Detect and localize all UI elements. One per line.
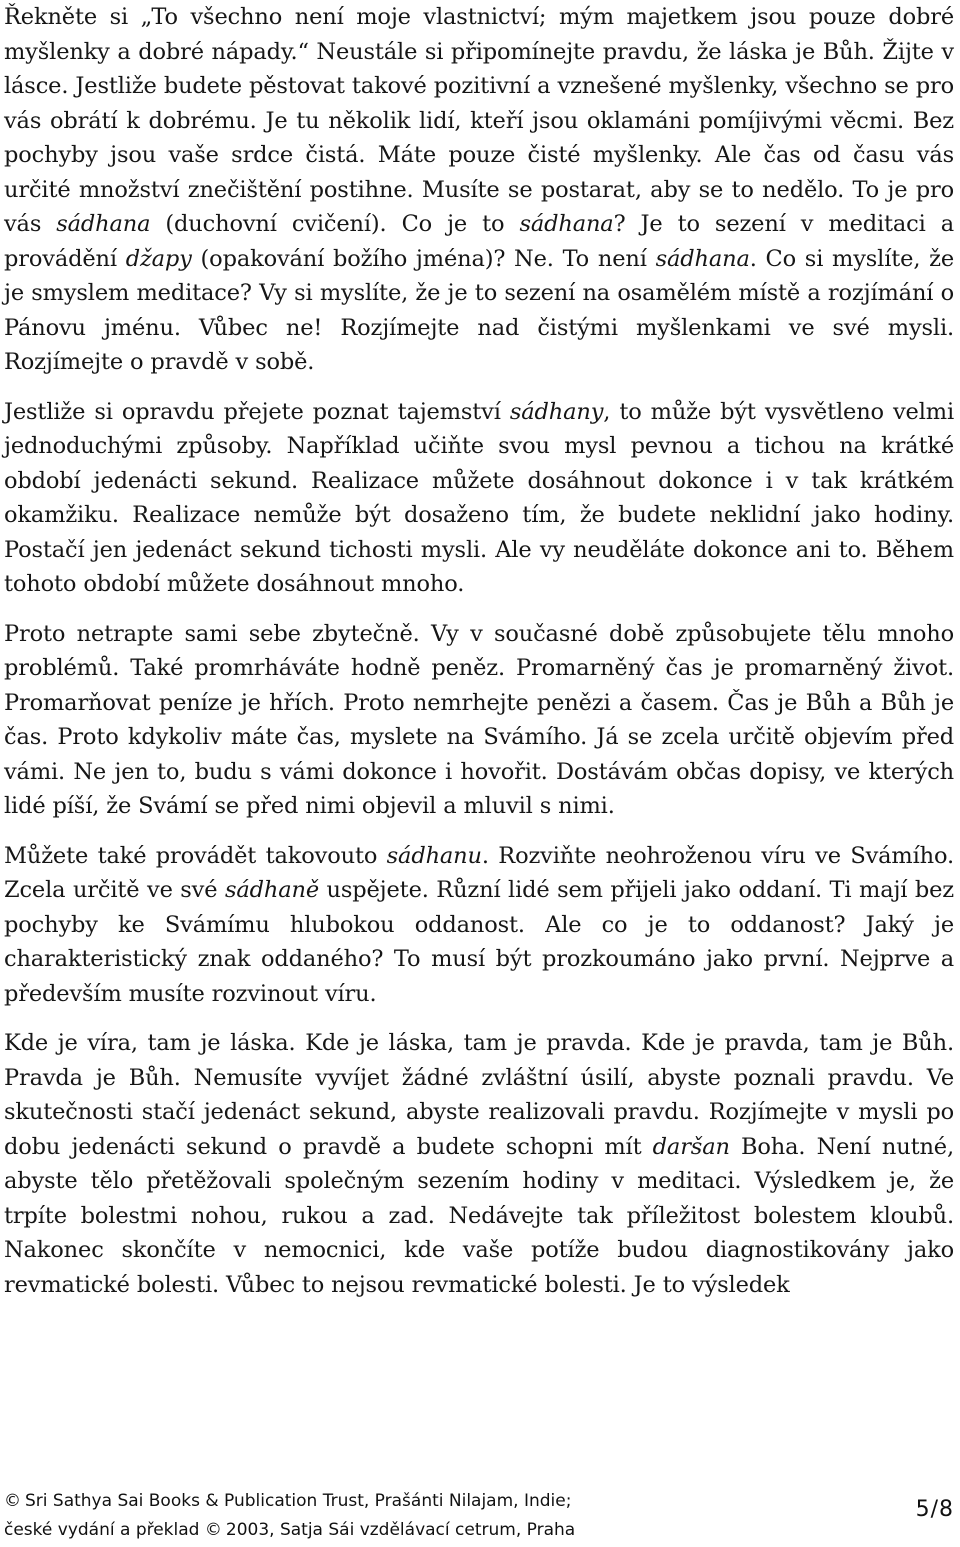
italic-term: sádhanu <box>386 842 482 869</box>
page-number: 5/8 <box>915 1497 954 1522</box>
italic-term: sádhana <box>519 211 614 237</box>
text-run: uspějete. Různí lidé sem přijeli jako oddaní. Ti mají bez pochyby ke Svámímu hlubokou oddanost. Ale co je to oddanost? Jaký je charakteristický znak oddaného? To musí být prozkoumáno jako první. Nejprve a především musíte rozvinout víru. <box>4 877 954 1007</box>
text-run: Můžete také provádět takovouto <box>4 842 387 869</box>
paragraph <box>4 0 954 380</box>
italic-term: džapy <box>125 245 192 272</box>
italic-term: sádhany <box>509 398 604 425</box>
copyright-notice <box>4 1487 575 1545</box>
text-run: (duchovní cvičení). Co je to <box>150 211 520 237</box>
page-footer <box>4 1487 954 1547</box>
copyright-line-2-pre: české vydání a překlad <box>4 1520 200 1540</box>
text-run: Jestliže si opravdu přejete poznat tajemství <box>4 398 510 425</box>
paragraph <box>4 395 954 602</box>
text-run: . Co si myslíte, že je smyslem meditace? Vy si myslíte, že je to sezení na osamělém místě a rozjímání o Pánovu jménu. Vůbec ne! Rozjímejte nad čistými myšlenkami ve své mysli. Rozjímejte o pravdě v sobě. <box>4 245 955 375</box>
copyright-symbol: © <box>4 1491 21 1511</box>
copyright-line-1 <box>4 1487 575 1516</box>
text-run: Je tu několik lidí, kteří jsou oklamáni pomíjivými věcmi. Bez pochyby jsou vaše srdce čistá. Máte pouze čisté myšlenky. Ale čas od času vás určité množství znečištění postihne. Musíte se postarat, aby se to nedělo. To je pro vás <box>4 107 954 237</box>
text-run: Proto netrapte sami sebe zbytečně. Vy v současné době způsobujete tělu mnoho problémů. Také promrháváte hodně peněz. Promarněný čas je promarněný život. Promarňovat peníze je hřích. Proto nemrhejte penězi a časem. Čas je Bůh a Bůh je čas. Proto kdykoliv máte čas, myslete na Svámího. Já se zcela určitě objevím před vámi. Ne jen to, budu s vámi dokonce i hovořit. Dostávám občas dopisy, ve kterých lidé píší, že Svámí se před nimi objevil a mluvil s nimi. <box>4 620 954 819</box>
italic-term: sádhana <box>655 245 750 272</box>
italic-term: sádhaně <box>224 877 319 903</box>
document-body <box>4 0 954 1317</box>
text-run: ? Je to sezení v meditaci a provádění <box>4 211 954 272</box>
text-run: (opakování božího jména)? Ne. To není <box>191 245 656 272</box>
italic-term: sádhana <box>56 211 151 237</box>
paragraph <box>4 1026 954 1302</box>
copyright-line-2-post: 2003, Satja Sái vzdělávací cetrum, Praha <box>225 1520 576 1540</box>
copyright-symbol-2: © <box>204 1520 222 1540</box>
text-run: . Rozviňte neohroženou víru ve Svámího. Zcela určitě ve své <box>4 842 954 903</box>
text-run: Boha. Není nutné, abyste tělo přetěžovali společným sezením hodiny v meditaci. Výsledkem je, že trpíte bolestmi nohou, rukou a zad. Nedávejte tak příležitost bolestem kloubů. Nakonec skončíte v nemocnici, kde vaše potíže budou diagnostikovány jako revmatické bolesti. Vůbec to nejsou revmatické bolesti. Je to výsledek <box>4 1133 954 1298</box>
paragraph <box>4 839 954 1012</box>
italic-term: daršan <box>652 1133 730 1160</box>
text-run: Řekněte si „To všechno není moje vlastnictví; mým majetkem jsou pouze dobré myšlenky a dobré nápady.“ Neustále si připomínejte pravdu, že láska je Bůh. Žijte v lásce. Jestliže budete pěstovat takové pozitivní a vznešené myšlenky, všechno se pro vás obrátí k dobrému. <box>4 4 954 134</box>
text-run: , to může být vysvětleno velmi jednoduchými způsoby. Například učiňte svou mysl pevnou a tichou na krátké období jedenácti sekund. Realizace můžete dosáhnout dokonce i v tak krátkém okamžiku. Realizace nemůže být dosaženo tím, že budete neklidní jako hodiny. Postačí jen jedenáct sekund tichosti mysli. Ale vy neuděláte dokonce ani to. Během tohoto období můžete dosáhnout mnoho. <box>4 398 954 597</box>
copyright-line-2 <box>4 1516 575 1545</box>
copyright-line-1-text: Sri Sathya Sai Books & Publication Trust, Prašánti Nilajam, Indie; <box>25 1491 572 1511</box>
text-run: Kde je víra, tam je láska. Kde je láska, tam je pravda. Kde je pravda, tam je Bůh. Pravda je Bůh. Nemusíte vyvíjet žádné zvláštní úsilí, abyste poznali pravdu. Ve skutečnosti stačí jedenáct sekund, abyste realizovali pravdu. Rozjímejte v mysli po dobu jedenácti sekund o pravdě a budete schopni mít <box>4 1030 954 1160</box>
paragraph <box>4 617 954 824</box>
